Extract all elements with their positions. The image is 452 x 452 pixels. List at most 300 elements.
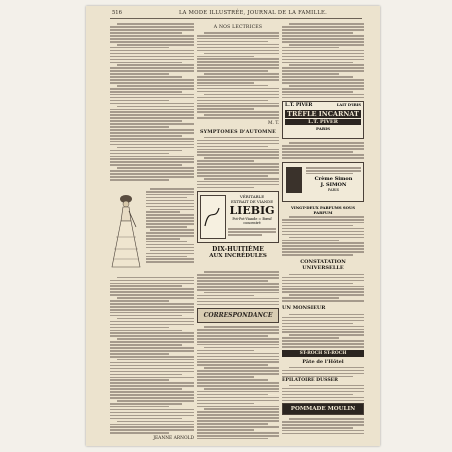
text-line [110,288,194,290]
text-line [197,79,279,81]
ad-text [282,274,364,302]
text-line [110,35,194,37]
text-line [110,424,194,426]
text-line [146,235,194,237]
text-line [197,160,254,162]
text-line [197,172,279,174]
text-line [197,76,279,78]
ad-dix-huitieme: DIX-HUITIÈME AUX INCRÉDULES [209,246,267,260]
text-line [197,175,268,177]
text-line [282,248,364,250]
ad-text [282,385,364,401]
text-line [197,169,279,171]
text-line [197,301,279,303]
text-line [197,56,254,58]
text-line [110,280,194,282]
text-line [204,94,279,96]
text-line [197,149,279,151]
text-line [197,338,279,340]
text-line [146,211,180,213]
text-line [197,105,279,107]
text-line [146,256,187,258]
ad-liebig [197,191,279,243]
text-line [282,82,364,84]
text-line [110,415,194,417]
ad-text [282,367,364,377]
text-line [197,438,268,440]
text-line [197,286,279,288]
text-line [110,135,182,137]
text-line [197,394,268,396]
text-line [110,132,194,134]
text-line [110,382,194,384]
text-line [110,156,194,158]
text-line [197,420,279,422]
ad-line: Pot-Pot-Viande = Bœuf concentré [232,217,272,226]
ad-line: EXTRAIT DE VIANDE [231,199,273,205]
text-line [110,103,194,105]
text-line [197,353,279,355]
text-line [146,220,194,222]
text-line [197,64,279,66]
text-line [197,414,279,416]
text-line [110,100,169,102]
text-line [282,32,353,34]
text-line [197,344,279,346]
text-line [197,400,279,402]
text-line [110,47,169,49]
text-line [197,350,254,352]
text-line [110,315,182,317]
text-line [197,376,254,378]
text-line [117,297,194,299]
text-line [110,403,182,405]
text-line [110,50,194,52]
text-line [289,64,364,66]
text-line [197,181,279,183]
text-line [289,294,364,296]
text-line [282,97,364,99]
text-line [289,367,364,369]
text-line [282,53,364,55]
text-line [110,91,182,93]
text-line [289,385,364,387]
text-line [146,232,194,234]
text-line [117,400,194,402]
text-line [197,47,279,49]
text-line [117,338,194,340]
text-line [197,403,254,405]
text-line [110,141,194,143]
text-line [197,295,254,297]
text-line [197,289,279,291]
text-line [110,32,182,34]
text-line [197,163,279,165]
ad-text [282,314,364,348]
text-line [110,368,194,370]
text-line [197,379,268,381]
text-line [197,329,279,331]
text-line [110,353,169,355]
text-line [110,327,169,329]
ad-pommade-moulin: POMMADE MOULIN [282,403,364,415]
text-line [197,184,279,186]
ad-caption: VINGT-DEUX PARFUMS SOUS PARFUM [290,204,356,215]
text-line [110,388,182,390]
text-line [282,317,364,319]
text-line [204,157,279,159]
text-line [289,44,364,46]
text-line [110,377,194,379]
text-line [197,426,279,428]
text-line [110,409,194,411]
text-line [282,286,364,288]
text-line [146,214,194,216]
text-line [282,346,364,348]
text-line [110,164,182,166]
text-line [146,200,194,202]
text-line [204,347,279,349]
text-line [110,324,194,326]
text-line [204,114,279,116]
text-line [282,326,364,328]
text-line [282,245,364,247]
article-text [282,23,364,98]
ad-brand: LIEBIG [229,204,275,218]
ad-pate: Pâte de l'Hôtel [302,358,344,365]
text-line [282,79,364,81]
text-line [282,47,339,49]
text-line [110,129,194,131]
text-line [110,26,194,28]
text-line [197,370,279,372]
text-line [204,73,279,75]
section-heading: SYMPTOMES D'AUTOMNE [199,128,277,135]
text-line [117,85,194,87]
text-line [197,154,279,156]
text-line [282,376,353,378]
text-line [282,242,364,244]
text-line [146,258,194,260]
text-line [204,53,279,55]
text-line [110,94,194,96]
text-line [204,326,279,328]
section-heading: A NOS LECTRICES [213,25,263,30]
text-line [110,73,169,75]
text-line [110,144,194,146]
article-text [197,326,279,440]
text-line [197,41,268,43]
text-line [204,388,279,390]
text-line [282,219,364,221]
text-line [110,114,194,116]
text-line [289,418,364,420]
text-line [282,329,364,331]
text-line [110,158,194,160]
text-line [110,391,194,393]
masthead-title: LA MODE ILLUSTRÉE, JOURNAL DE LA FAMILLE. [178,10,328,16]
text-line [289,274,364,276]
text-line [282,400,364,402]
text-line [146,203,194,205]
text-line [110,285,182,287]
column-center [197,22,279,440]
article-text [197,32,279,119]
text-line [282,421,364,423]
text-line [197,373,279,375]
text-line [110,394,194,396]
text-line [289,334,364,336]
text-line [110,117,194,119]
article-text [110,277,194,434]
text-line [146,238,180,240]
text-line [110,300,169,302]
text-line [110,356,194,358]
text-line [110,303,194,305]
text-line [110,170,194,172]
ad-line: VÉRITABLE [239,194,265,200]
text-line [204,32,279,34]
text-line [197,85,268,87]
text-line [197,108,254,110]
text-line [282,370,364,372]
text-line [110,70,194,72]
text-line [110,120,182,122]
text-line [110,406,169,408]
fashion-illustration [110,187,194,271]
text-line [110,97,194,99]
text-line [197,304,279,306]
text-line [110,412,194,414]
text-line [282,56,364,58]
text-line [117,106,194,108]
text-line [146,197,187,199]
text-line [282,38,364,40]
text-line [150,188,194,190]
article-text [197,137,279,189]
text-line [110,38,194,40]
text-line [110,309,194,311]
text-line [110,379,169,381]
text-line [282,397,364,399]
text-line [110,330,182,332]
text-line [289,314,364,316]
text-line [197,411,279,413]
text-line [117,44,194,46]
text-line [117,23,194,25]
text-line [110,41,194,43]
text-line [146,191,194,193]
text-line [282,62,353,64]
text-line [110,176,194,178]
text-line [197,397,279,399]
text-line [110,362,194,364]
ad-epilatoire: ÉPILATOIRE DUSSER [282,378,338,384]
text-line [110,82,194,84]
text-line [110,426,194,428]
text-line [282,29,364,31]
text-line [110,59,194,61]
signature: JEANNE ARNOLD [153,435,194,440]
text-line [110,56,194,58]
text-line [197,67,279,69]
text-line [110,53,194,55]
text-line [282,373,364,375]
text-line [110,179,169,181]
ad-piver: L.T. PIVER LAIT D'IRIS TRÈFLE INCARNAT L.T. PIVER PARIS [282,101,364,139]
text-line [289,142,364,144]
text-line [110,294,194,296]
text-line [146,223,194,225]
text-line [204,367,279,369]
text-line [117,277,194,279]
text-line [197,38,279,40]
text-line [150,250,194,252]
ad-text [197,271,279,305]
text-line [282,151,353,153]
text-line [110,341,194,343]
text-line [197,382,279,384]
text-line [197,97,279,99]
text-line [110,432,169,434]
text-line [282,94,364,96]
text-line [282,222,364,224]
text-line [204,408,279,410]
text-line [146,253,194,255]
text-line [197,44,279,46]
text-line [282,157,364,159]
text-line [282,73,339,75]
text-line [197,100,268,102]
text-line [197,391,279,393]
text-line [197,406,279,408]
text-line [282,26,364,28]
text-line [110,67,194,69]
text-line [197,423,268,425]
text-line [146,241,187,243]
text-line [197,277,279,279]
text-line [110,344,182,346]
text-line [289,216,364,218]
text-line [110,306,194,308]
newspaper-page [86,6,380,446]
text-line [289,85,364,87]
text-line [282,283,353,285]
text-line [282,391,364,393]
text-line [197,88,279,90]
text-line [197,385,279,387]
text-line [197,283,279,285]
text-line [150,209,194,211]
text-line [197,58,279,60]
text-line [197,143,279,145]
text-line [282,228,364,230]
page-header [86,8,380,18]
text-line [282,288,364,290]
text-line [197,335,268,337]
text-line [110,371,194,373]
text-line [282,394,353,396]
text-line [197,341,279,343]
text-line [110,291,194,293]
text-line [110,283,194,285]
text-line [282,323,353,325]
text-line [282,88,364,90]
text-line [282,331,364,333]
text-line [204,178,279,180]
text-line [146,261,194,263]
text-line [282,148,364,150]
text-line [117,167,194,169]
text-line [110,365,194,367]
text-line [110,62,182,64]
text-line [197,361,279,363]
text-line [282,67,364,69]
text-line [117,64,194,66]
text-line [197,359,279,361]
text-line [110,429,194,431]
text-line [282,145,364,147]
text-line [282,240,339,242]
article-text [110,23,194,180]
text-line [204,292,279,294]
text-line [150,229,194,231]
text-line [197,435,279,437]
text-line [282,280,364,282]
text-line [282,343,364,345]
text-line [282,231,364,233]
text-line [146,194,194,196]
ad-text [282,142,364,158]
ad-heading: CONSTATATION UNIVERSELLE [300,258,346,271]
text-line [110,123,194,125]
text-line [282,424,364,426]
text-line [110,173,194,175]
text-line [110,111,194,113]
text-line [197,111,279,113]
text-line [282,41,364,43]
column-right [282,22,364,440]
text-line [282,340,364,342]
text-line [117,359,194,361]
text-line [197,166,279,168]
text-line [282,427,353,429]
text-line [110,374,182,376]
text-line [282,76,353,78]
text-line [282,337,339,339]
header-rule [110,18,362,19]
text-line [282,154,364,156]
text-line [197,91,279,93]
text-line [197,332,279,334]
text-line [197,364,268,366]
text-line [204,271,279,273]
column-left [110,22,194,440]
page-number: 516 [112,10,122,16]
text-line [117,147,194,149]
text-line [110,29,194,31]
text-line [282,50,364,52]
text-line [110,153,169,155]
text-line [197,429,254,431]
ad-heading: UN MONSIEUR [282,304,326,311]
text-line [197,61,279,63]
text-line [117,421,194,423]
text-line [197,146,268,148]
text-line [110,385,194,387]
text-line [197,298,279,300]
text-line [282,251,364,253]
